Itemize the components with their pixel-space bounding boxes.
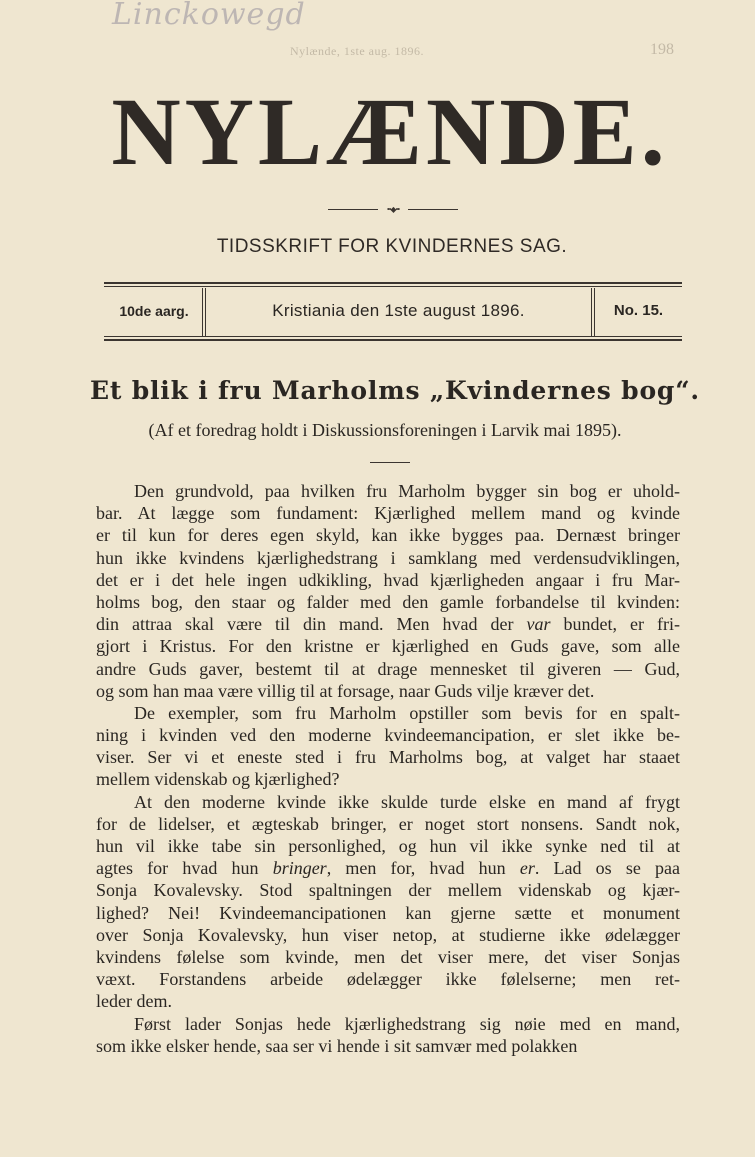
body-segment: over Sonja Kovalevsky, hun viser netop, at studierne ikke ødelægger [96,924,680,945]
bleed-through-page-number: 198 [650,41,674,58]
ornament-line-left [328,209,378,210]
body-line [96,480,680,502]
body-emphasis: er [519,858,535,879]
masthead-subtitle: TIDSSKRIFT FOR KVINDERNES SAG. [216,236,568,257]
body-line [96,1035,680,1057]
body-line [96,946,680,968]
body-segment: din attraa skal være til din mand. Men hvad der [96,614,527,635]
body-line [96,502,680,524]
issue-number: No. 15. [613,302,664,319]
body-segment: for de lidelser, et ægteskab bringer, er noget stort nonsens. Sandt nok, [96,813,680,834]
body-line [96,768,680,790]
body-segment: Først lader Sonjas hede kjærlighedstrang sig nøie med en mand, [134,1013,680,1034]
body-segment: gjort i Kristus. For den kristne er kjærlighed en Guds gave, som alle [96,636,680,657]
body-segment: Den grundvold, paa hvilken fru Marholm bygger sin bog er uhold- [134,481,680,501]
body-segment: viser. Ser vi et eneste sted i fru Marholms bog, at valget har staaet [96,747,680,768]
body-segment: bar. At lægge som fundament: Kjærlighed mellem mand og kvinde [96,503,680,524]
bleed-through-running-head: Nylænde, 1ste aug. 1896. [290,44,424,58]
body-line [96,813,680,835]
body-segment: det er i det hele ingen udkikling, hvad kjærligheden angaar i fru Mar- [96,569,680,590]
body-line [96,835,680,857]
body-line [96,613,680,635]
title-separator [370,462,410,463]
body-segment: væxt. Forstandens arbeide ødelægger ikke følelserne; men ret- [96,969,680,990]
body-line [96,791,680,813]
body-segment: kvindens følelse som kvinde, men det viser mere, det viser Sonjas [96,946,680,967]
body-segment: agtes for hvad hun [96,858,273,879]
issue-date-place: Kristiania den 1ste august 1896. [272,301,525,320]
body-segment: . Lad os se paa [534,858,680,879]
body-segment: leder dem. [96,991,172,1012]
body-line [96,990,680,1012]
handwritten-catalog-note: Linckowegd [112,0,306,32]
body-segment: hun ikke kvindens kjærlighedstrang i samklang med verdensudviklingen, [96,547,680,568]
body-line [96,680,680,702]
issue-bar-bottom-rule-thin [104,336,682,337]
issue-volume: 10de aarg. [119,303,189,319]
body-line [96,968,680,990]
body-line [96,547,680,569]
body-line [96,746,680,768]
issue-bar-bottom-rule [104,339,682,341]
issue-bar-top-rule [104,282,682,284]
body-line [96,902,680,924]
body-line [96,658,680,680]
body-segment: De exempler, som fru Marholm opstiller som bevis for en spalt- [134,702,680,723]
body-segment: andre Guds gaver, bestemt til at drage mennesket til giveren — Gud, [96,658,680,679]
article-title: Et blik i fru Marholms „Kvindernes bog“. [90,376,700,405]
body-line [96,879,680,901]
body-segment: bundet, er fri- [550,614,680,635]
article-byline: (Af et foredrag holdt i Diskussionsforeningen i Larvik mai 1895). [148,420,622,440]
body-segment: som ikke elsker hende, saa ser vi hende i sit samvær med polakken [96,1035,578,1056]
body-segment: , men for, hvad hun [326,858,520,879]
ornament-line-right [408,209,458,210]
body-line [96,1013,680,1035]
masthead-title: NYLÆNDE. [111,78,669,185]
body-line [96,635,680,657]
body-line [96,857,680,879]
body-segment: At den moderne kvinde ikke skulde turde elske en mand af frygt [134,791,680,812]
body-line [96,724,680,746]
body-line [96,569,680,591]
body-segment: hun vil ikke tabe sin personlighed, og hun vil ikke synke ned til at [96,836,680,856]
body-segment: og som han maa være villig til at forsage, naar Guds vilje kræver det. [96,680,595,701]
body-segment: holms bog, den staar og falder med den gamle forbandelse til kvinden: [96,591,680,612]
body-line [96,524,680,546]
issue-bar-top-rule-thin [104,286,682,287]
body-segment: mellem videnskab og kjærlighed? [96,769,340,790]
body-line [96,924,680,946]
ornament-divider [328,206,458,214]
body-segment: Sonja Kovalevsky. Stod spaltningen der mellem videnskab og kjær- [96,880,680,901]
body-line [96,702,680,724]
article-body [96,480,680,1057]
body-segment: er til kun for deres egen skyld, kan ikke bygges paa. Dernæst bringer [96,525,680,546]
issue-bar-divider [202,288,203,336]
ornament-center: ••◆•• [386,205,400,214]
body-line [96,591,680,613]
body-emphasis: bringer [272,858,327,879]
issue-bar-divider [591,288,592,336]
body-segment: ning i kvinden ved den moderne kvindeemancipation, er slet ikke be- [96,725,680,746]
body-emphasis: var [526,614,551,635]
body-segment: lighed? Nei! Kvindeemancipationen kan gjerne sætte et monument [96,902,680,923]
